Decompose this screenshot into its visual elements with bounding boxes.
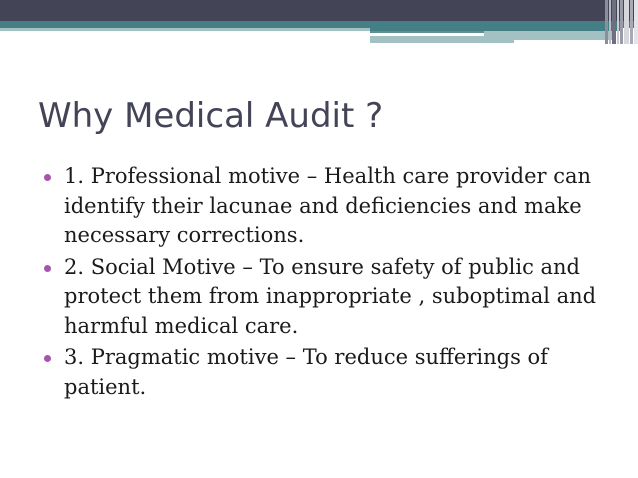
header-white-line	[370, 33, 484, 35]
bullet-text: 3. Pragmatic motive – To reduce sufferings of patient.	[64, 345, 548, 399]
bullet-list	[44, 162, 614, 404]
bullet-dot-icon	[44, 174, 51, 181]
header-dark-band	[0, 0, 638, 21]
bullet-text: 1. Professional motive – Health care provider can identify their lacunae and deficiencies and make necessary corrections.	[64, 164, 592, 247]
header-light-strip	[370, 36, 514, 43]
bullet-item-pragmatic-motive	[44, 343, 614, 402]
header-vertical-stripes	[605, 0, 638, 44]
header-teal-band	[0, 21, 638, 28]
bullet-dot-icon	[44, 355, 51, 362]
bullet-dot-icon	[44, 265, 51, 272]
bullet-item-professional-motive	[44, 162, 614, 251]
bullet-text: 2. Social Motive – To ensure safety of public and protect them from inappropriate , suboptimal and harmful medical care.	[64, 254, 597, 338]
bullet-item-social-motive	[44, 253, 614, 342]
header-light-strip-left	[0, 28, 370, 31]
header-light-strip-tail	[514, 36, 614, 40]
slide-title: Why Medical Audit ?	[38, 96, 384, 136]
